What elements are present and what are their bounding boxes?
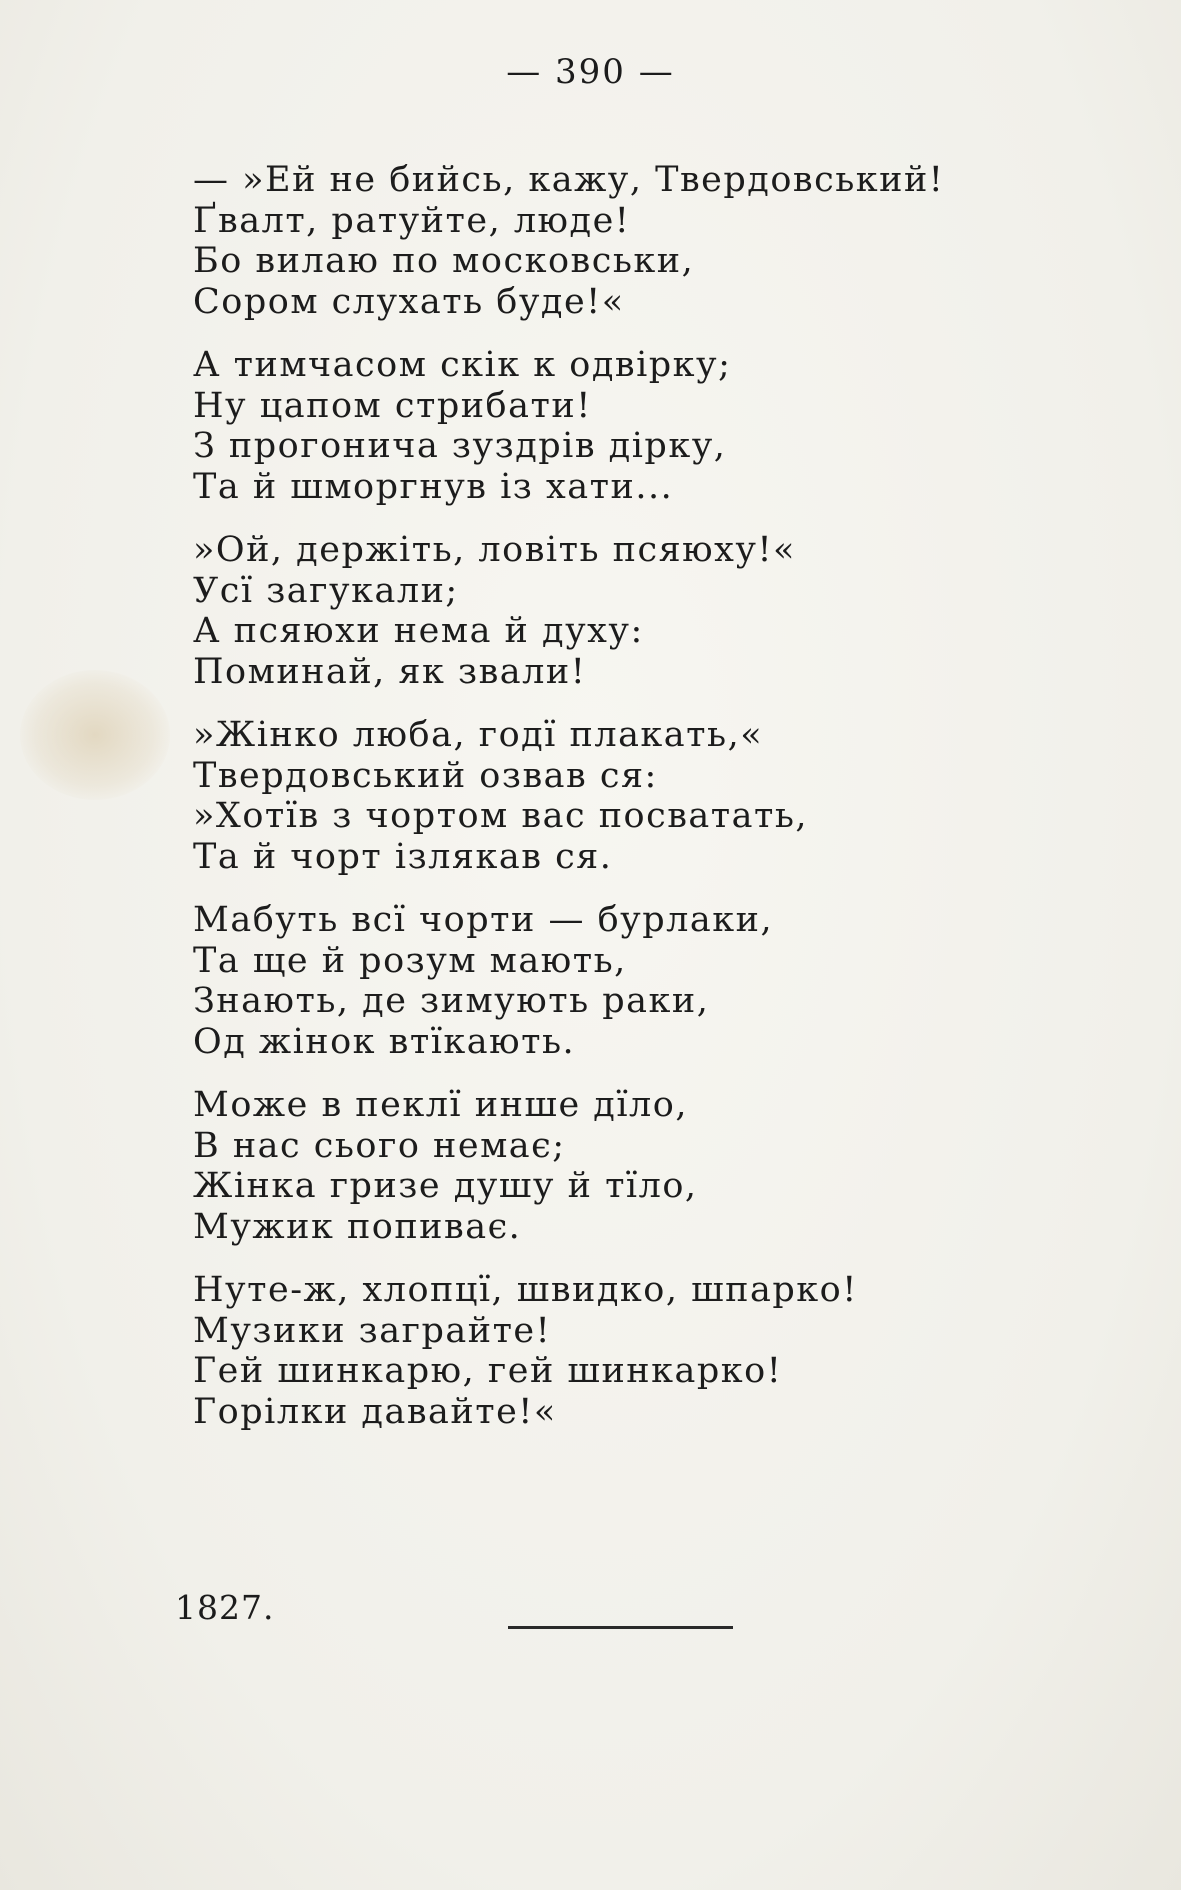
poem-line: А псяюхи нема й духу:	[193, 611, 644, 651]
poem-line: Мабуть всї чорти — бурлаки,	[193, 900, 774, 940]
poem-body	[193, 160, 1093, 1455]
stanza	[193, 530, 1093, 692]
poem-line: Жінка гризе душу й тїло,	[193, 1166, 698, 1206]
stanza	[193, 715, 1093, 877]
poem-date: 1827.	[175, 1588, 275, 1627]
stanza	[193, 160, 1093, 322]
poem-line: Та ще й розум мають,	[193, 940, 627, 981]
poem-line: Твердовський озвав ся:	[193, 755, 658, 796]
poem-line: В нас сього немає;	[193, 1125, 566, 1166]
paper-stain	[20, 670, 170, 800]
poem-line: Поминай, як звали!	[193, 651, 587, 692]
poem-line: »Хотїв з чортом вас посватать,	[193, 796, 809, 836]
poem-line: Ґвалт, ратуйте, люде!	[193, 200, 631, 241]
poem-line: Бо вилаю по московськи,	[193, 241, 695, 281]
end-divider	[508, 1626, 733, 1629]
poem-line: А тимчасом скік к одвірку;	[193, 345, 732, 385]
poem-line: Та й шморгнув із хати...	[193, 466, 674, 507]
poem-line: Сором слухать буде!«	[193, 281, 625, 322]
stanza	[193, 1085, 1093, 1247]
poem-line: Од жінок втїкають.	[193, 1021, 576, 1062]
page-number: — 390 —	[506, 52, 675, 92]
poem-line: Мужик попиває.	[193, 1206, 522, 1247]
poem-line: З прогонича зуздрів дірку,	[193, 426, 727, 466]
stanza	[193, 900, 1093, 1062]
poem-line: — »Ей не бийсь, кажу, Твердовський!	[193, 160, 945, 200]
poem-line: Та й чорт ізлякав ся.	[193, 836, 613, 877]
poem-line: Горілки давайте!«	[193, 1391, 557, 1432]
stanza	[193, 1270, 1093, 1432]
poem-line: Усї загукали;	[193, 570, 459, 611]
poem-line: Нуте-ж, хлопцї, швидко, шпарко!	[193, 1270, 858, 1310]
poem-line: Знають, де зимують раки,	[193, 981, 710, 1021]
poem-line: Може в пеклї инше дїло,	[193, 1085, 688, 1125]
poem-line: Музики заграйте!	[193, 1310, 552, 1351]
poem-line: »Ой, держіть, ловіть псяюху!«	[193, 530, 796, 570]
poem-line: »Жінко люба, годї плакать,«	[193, 715, 764, 755]
poem-line: Гей шинкарю, гей шинкарко!	[193, 1351, 783, 1391]
poem-line: Ну цапом стрибати!	[193, 385, 592, 426]
stanza	[193, 345, 1093, 507]
